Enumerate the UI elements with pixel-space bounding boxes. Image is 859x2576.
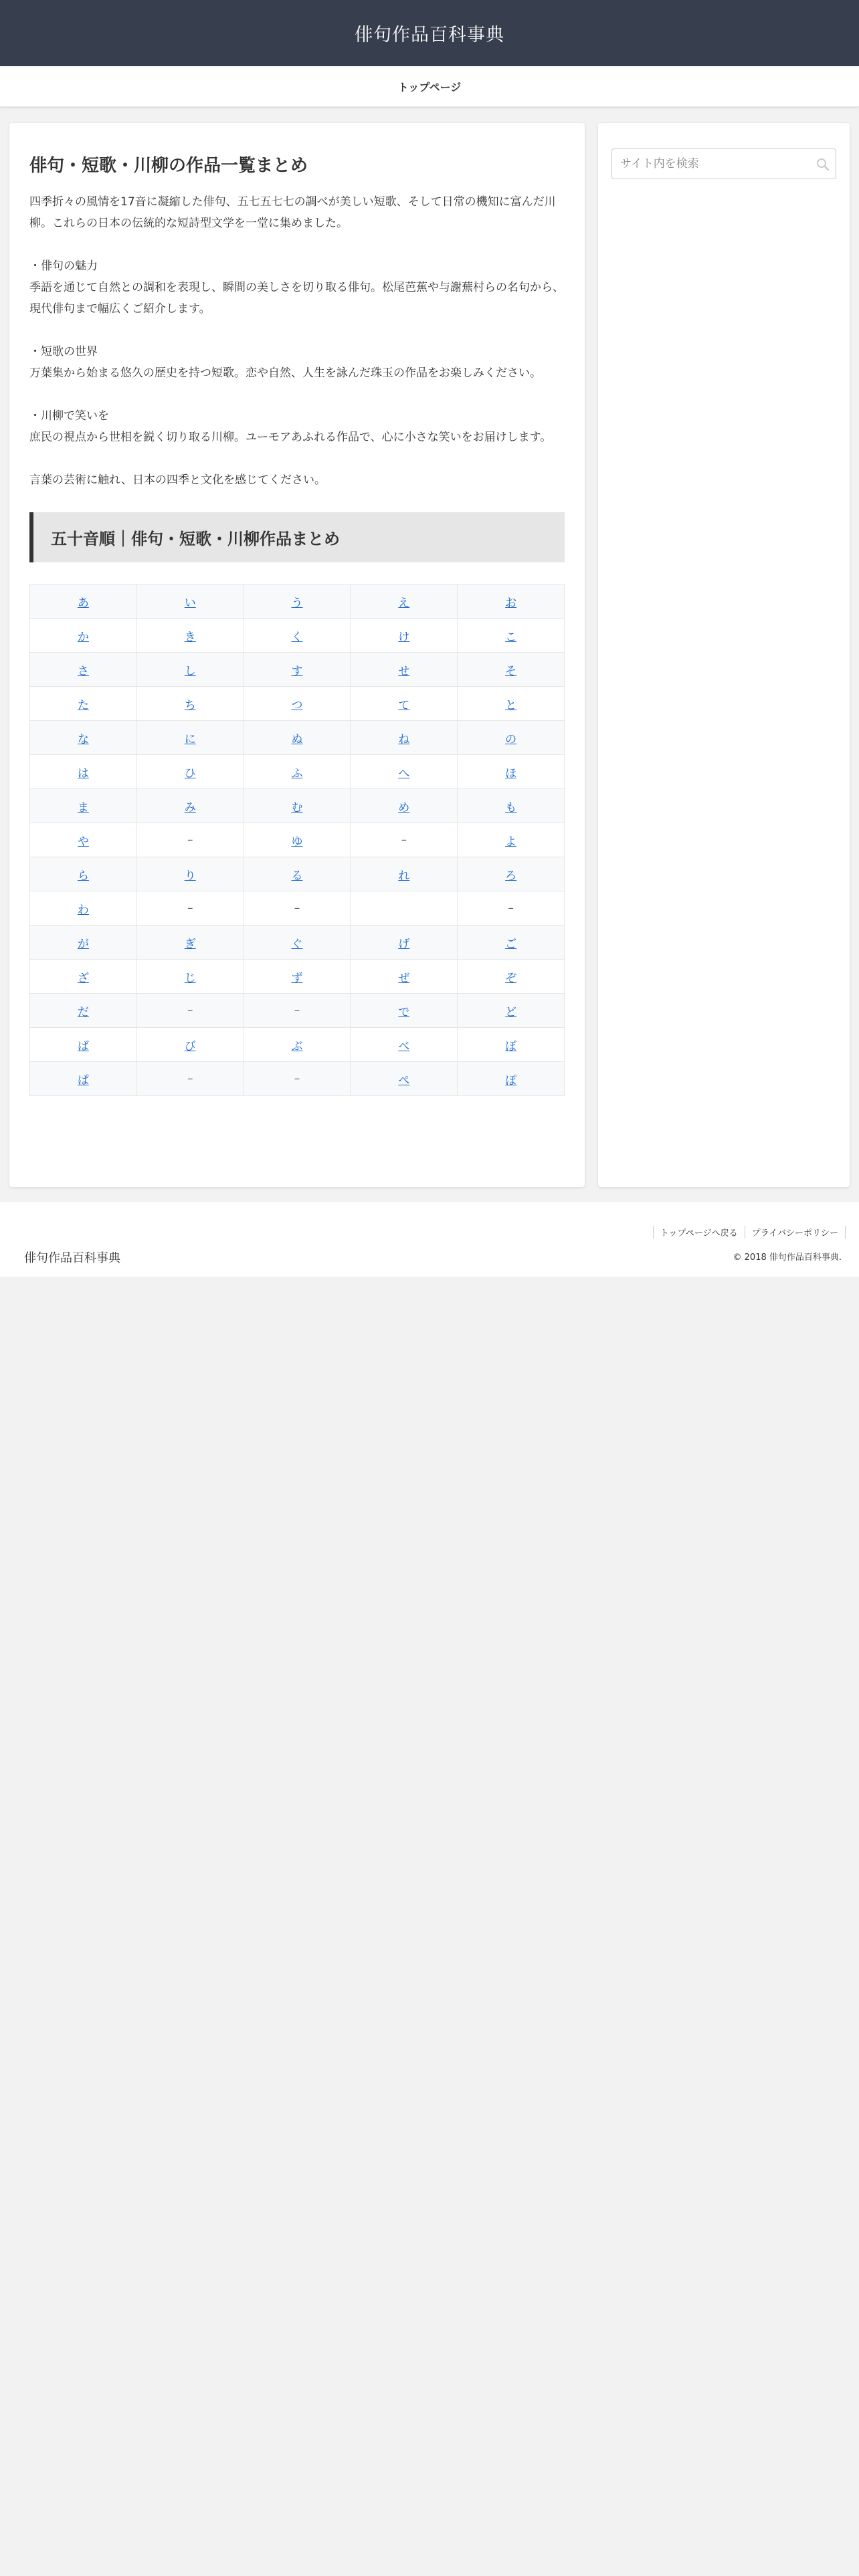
table-row: [30, 687, 565, 721]
footer-link-privacy-policy[interactable]: プライバシーポリシー: [745, 1226, 846, 1239]
site-title-link[interactable]: 俳句作品百科事典: [355, 25, 504, 45]
kana-link[interactable]: り: [184, 869, 196, 883]
kana-link[interactable]: そ: [505, 664, 517, 678]
kana-cell: –: [244, 994, 351, 1028]
kana-cell: [244, 789, 351, 823]
kana-cell: [30, 1062, 137, 1096]
kana-cell: [30, 687, 137, 721]
kana-cell: [458, 755, 565, 789]
table-row: [30, 584, 565, 619]
kana-cell: [244, 823, 351, 857]
kana-link[interactable]: は: [77, 766, 89, 780]
kana-link[interactable]: ゆ: [291, 835, 303, 849]
kana-link[interactable]: や: [77, 835, 89, 849]
kana-link[interactable]: ぬ: [291, 732, 303, 746]
copyright-text: © 2018 俳句作品百科事典.: [733, 1253, 842, 1263]
kana-link[interactable]: る: [291, 869, 303, 883]
search-form: [611, 148, 836, 179]
kana-link[interactable]: ろ: [505, 869, 517, 883]
kana-link[interactable]: け: [398, 630, 410, 644]
kana-cell: [244, 960, 351, 994]
kana-cell: [351, 653, 458, 687]
kana-cell: [30, 823, 137, 857]
kana-cell: [458, 619, 565, 653]
table-row: [30, 619, 565, 653]
kana-cell: [458, 653, 565, 687]
kana-link[interactable]: す: [291, 664, 303, 678]
kana-cell: [30, 1028, 137, 1062]
tanka-heading: ・短歌の世界: [29, 345, 98, 359]
intro-paragraph: [29, 191, 565, 234]
kana-cell: [351, 960, 458, 994]
kana-link[interactable]: ぎ: [184, 937, 196, 951]
kana-cell: [30, 994, 137, 1028]
haiku-line: 季語を通じて自然との調和を表現し、瞬間の美しさを切り取る俳句。松尾芭蕉や与謝蕪村らの名句から、現代俳句まで幅広くご紹介します。: [29, 281, 564, 316]
kana-cell: [458, 960, 565, 994]
main-content: [9, 123, 585, 1187]
kana-link[interactable]: ざ: [77, 971, 89, 985]
kana-table: [29, 584, 565, 1096]
senryu-line: 庶民の視点から世相を鋭く切り取る川柳。ユーモアあふれる作品で、心に小さな笑いをお届けします。: [29, 431, 552, 445]
intro-line: 四季折々の風情を17音に凝縮した俳句、五七五七七の調べが美しい短歌、そして日常の機知に富んだ川柳。これらの日本の伝統的な短詩型文学を一堂に集めました。: [29, 195, 556, 231]
kana-link[interactable]: め: [398, 800, 410, 815]
kana-cell: [458, 687, 565, 721]
kana-cell: [351, 994, 458, 1028]
kana-link[interactable]: な: [77, 732, 89, 746]
kana-link[interactable]: て: [398, 698, 410, 712]
kana-link[interactable]: が: [77, 937, 89, 951]
tanka-paragraph: [29, 341, 565, 384]
article-title: 俳句・短歌・川柳の作品一覧まとめ: [29, 156, 308, 176]
kana-cell: [136, 619, 244, 653]
kana-link[interactable]: わ: [77, 903, 89, 917]
kana-cell: –: [351, 823, 458, 857]
kana-cell: [30, 926, 137, 960]
kana-cell: –: [136, 823, 244, 857]
kana-link[interactable]: で: [398, 1005, 410, 1019]
kana-link[interactable]: じ: [184, 971, 196, 985]
kana-link[interactable]: ち: [184, 698, 196, 712]
table-row: [30, 1028, 565, 1062]
kana-link[interactable]: の: [505, 732, 517, 746]
kana-link[interactable]: も: [505, 800, 517, 815]
kana-cell: [351, 1028, 458, 1062]
search-icon: [816, 157, 830, 172]
kana-cell: [136, 755, 244, 789]
kana-cell: –: [136, 994, 244, 1028]
kana-cell: [30, 619, 137, 653]
kana-link[interactable]: へ: [398, 766, 410, 780]
kana-cell: [136, 960, 244, 994]
kana-link[interactable]: れ: [398, 869, 410, 883]
kana-link[interactable]: く: [291, 630, 303, 644]
kana-cell: –: [244, 891, 351, 926]
kana-cell: [244, 584, 351, 619]
kana-cell: [244, 619, 351, 653]
footer-links: [653, 1226, 846, 1239]
section-heading: 五十音順｜俳句・短歌・川柳作品まとめ: [29, 512, 565, 562]
kana-cell: [351, 926, 458, 960]
kana-link[interactable]: ぜ: [398, 971, 410, 985]
kana-cell: [244, 687, 351, 721]
site-header: [0, 0, 859, 66]
table-row: [30, 960, 565, 994]
sidebar: [598, 123, 850, 1187]
kana-cell: [136, 857, 244, 891]
kana-link[interactable]: ま: [77, 800, 89, 815]
kana-cell: [244, 721, 351, 755]
kana-link[interactable]: い: [184, 596, 196, 610]
kana-link[interactable]: べ: [398, 1039, 410, 1053]
table-row: [30, 721, 565, 755]
kana-cell: [458, 857, 565, 891]
kana-cell: [351, 687, 458, 721]
kana-cell: [136, 789, 244, 823]
kana-cell: [351, 755, 458, 789]
kana-table-body: [30, 584, 565, 1096]
kana-cell: [458, 994, 565, 1028]
kana-link[interactable]: ぺ: [398, 1073, 410, 1087]
kana-link[interactable]: し: [184, 664, 196, 678]
table-row: [30, 653, 565, 687]
kana-link[interactable]: つ: [291, 698, 303, 712]
kana-link[interactable]: か: [77, 630, 89, 644]
kana-cell: [136, 584, 244, 619]
kana-link[interactable]: ば: [77, 1039, 89, 1053]
kana-link[interactable]: ふ: [291, 766, 303, 780]
kana-link[interactable]: だ: [77, 1005, 89, 1019]
kana-cell: [458, 1028, 565, 1062]
nav-item-top-page[interactable]: トップページ: [397, 80, 462, 94]
kana-cell: [458, 789, 565, 823]
kana-cell: [351, 619, 458, 653]
kana-cell: [30, 960, 137, 994]
kana-cell: [244, 755, 351, 789]
table-row: [30, 926, 565, 960]
table-row: [30, 755, 565, 789]
kana-cell: [458, 1062, 565, 1096]
haiku-paragraph: [29, 255, 565, 320]
kana-cell: [458, 926, 565, 960]
kana-link[interactable]: き: [184, 630, 196, 644]
kana-cell: –: [136, 891, 244, 926]
kana-cell: [136, 721, 244, 755]
table-row: [30, 857, 565, 891]
kana-cell: [244, 653, 351, 687]
kana-cell: [136, 653, 244, 687]
kana-cell: [244, 926, 351, 960]
kana-link[interactable]: お: [505, 596, 517, 610]
kana-link[interactable]: ほ: [505, 766, 517, 780]
kana-link[interactable]: ず: [291, 971, 303, 985]
kana-link[interactable]: ぱ: [77, 1073, 89, 1087]
kana-cell: [30, 755, 137, 789]
kana-cell: [30, 891, 137, 926]
kana-cell: [351, 1062, 458, 1096]
kana-link[interactable]: さ: [77, 664, 89, 678]
search-input[interactable]: [612, 149, 836, 179]
senryu-paragraph: [29, 405, 565, 448]
kana-cell: [351, 857, 458, 891]
footer-link-back-to-top[interactable]: トップページへ戻る: [653, 1226, 745, 1239]
kana-cell: [244, 1028, 351, 1062]
kana-link[interactable]: ら: [77, 869, 89, 883]
kana-link[interactable]: ど: [505, 1005, 517, 1019]
table-row: [30, 1062, 565, 1096]
kana-cell: [351, 721, 458, 755]
kana-link[interactable]: た: [77, 698, 89, 712]
kana-cell: [136, 926, 244, 960]
table-row: [30, 789, 565, 823]
kana-link[interactable]: げ: [398, 937, 410, 951]
kana-link[interactable]: ぐ: [291, 937, 303, 951]
kana-cell: –: [136, 1062, 244, 1096]
kana-link[interactable]: び: [184, 1039, 196, 1053]
kana-cell: [136, 687, 244, 721]
kana-link[interactable]: ぞ: [505, 971, 517, 985]
kana-cell: [30, 584, 137, 619]
kana-cell: [351, 584, 458, 619]
kana-link[interactable]: よ: [505, 835, 517, 849]
haiku-heading: ・俳句の魅力: [29, 259, 98, 274]
kana-link[interactable]: み: [184, 800, 196, 815]
kana-link[interactable]: む: [291, 800, 303, 815]
kana-cell: [136, 1028, 244, 1062]
kana-cell: –: [458, 891, 565, 926]
kana-link[interactable]: せ: [398, 664, 410, 678]
search-button[interactable]: [816, 157, 830, 172]
table-row: [30, 994, 565, 1028]
kana-link[interactable]: ひ: [184, 766, 196, 780]
kana-cell: [458, 823, 565, 857]
kana-link[interactable]: ぽ: [505, 1073, 517, 1087]
senryu-heading: ・川柳で笑いを: [29, 409, 109, 423]
kana-link[interactable]: う: [291, 596, 303, 610]
kana-cell: [30, 789, 137, 823]
kana-link[interactable]: こ: [505, 630, 517, 644]
footer-logo[interactable]: 俳句作品百科事典: [24, 1251, 120, 1265]
global-nav: [0, 66, 859, 107]
kana-cell: [458, 721, 565, 755]
table-row: [30, 823, 565, 857]
kana-link[interactable]: ね: [398, 732, 410, 746]
kana-link[interactable]: ぶ: [291, 1039, 303, 1053]
table-row: [30, 891, 565, 926]
kana-link[interactable]: あ: [77, 596, 89, 610]
kana-cell: [244, 857, 351, 891]
kana-link[interactable]: と: [505, 698, 517, 712]
kana-link[interactable]: に: [184, 732, 196, 746]
kana-cell: [351, 891, 458, 926]
kana-cell: [30, 857, 137, 891]
kana-cell: [351, 789, 458, 823]
kana-link[interactable]: ご: [505, 937, 517, 951]
kana-cell: [458, 584, 565, 619]
kana-cell: –: [244, 1062, 351, 1096]
kana-link[interactable]: ぼ: [505, 1039, 517, 1053]
site-footer: [0, 1202, 859, 1277]
kana-cell: [30, 653, 137, 687]
tanka-line: 万葉集から始まる悠久の歴史を持つ短歌。恋や自然、人生を詠んだ珠玉の作品をお楽しみください。: [29, 366, 541, 381]
kana-cell: [30, 721, 137, 755]
closing-paragraph: 言葉の芸術に触れ、日本の四季と文化を感じてください。: [29, 473, 326, 488]
kana-link[interactable]: え: [398, 596, 410, 610]
